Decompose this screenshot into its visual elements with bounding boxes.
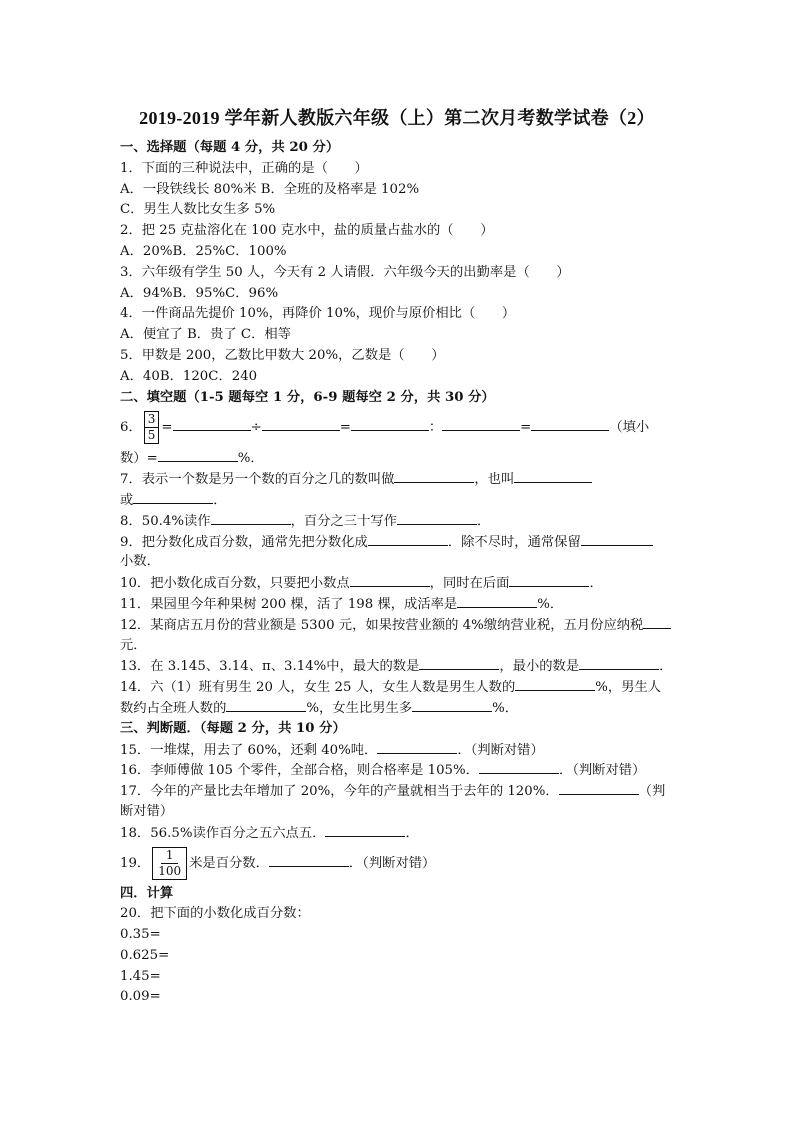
question-17-cont: 断对错） (120, 803, 174, 819)
question-1-option-c: C．男生人数比女生多 5% (120, 202, 276, 218)
answer-blank[interactable] (514, 469, 592, 483)
answer-blank[interactable] (559, 781, 639, 795)
question-3-options: A．94%B．95%C．96% (120, 285, 279, 301)
question-1: 1．下面的三种说法中，正确的是（ ） (120, 160, 368, 176)
question-7-cont: 或 ． (120, 490, 680, 511)
question-6-cont: 数）= %． (120, 448, 680, 469)
answer-blank[interactable] (173, 417, 251, 431)
question-4-options: A．便宜了 B．贵了 C．相等 (120, 327, 291, 343)
calc-item-2: 0.625= (120, 947, 170, 963)
section-judge-heading: 三、判断题．（每题 2 分，共 10 分） (120, 720, 346, 736)
calc-item-4: 0.09= (120, 989, 161, 1005)
question-6: 6． $\frac{3}{5}$ = ÷ = ： = （填小 (120, 412, 650, 443)
question-9: 9．把分数化成百分数，通常先把分数化成 ．除不尽时，通常保留 (120, 532, 680, 553)
answer-blank[interactable] (351, 417, 429, 431)
answer-blank[interactable] (211, 511, 291, 525)
question-5: 5．甲数是 200，乙数比甲数大 20%，乙数是（ ） (120, 347, 445, 363)
question-4: 4．一件商品先提价 10%，再降价 10%，现价与原价相比（ ） (120, 306, 516, 322)
answer-blank[interactable] (269, 853, 349, 867)
fraction-one-hundredth: $\frac{1}{100}$ (152, 847, 187, 880)
answer-blank[interactable] (479, 760, 559, 774)
answer-blank[interactable] (442, 417, 520, 431)
answer-blank[interactable] (457, 594, 537, 608)
answer-blank[interactable] (350, 573, 430, 587)
question-2: 2．把 25 克盐溶化在 100 克水中，盐的质量占盐水的（ ） (120, 223, 494, 239)
question-14: 14．六（1）班有男生 20 人，女生 25 人，女生人数是男生人数的 %，男生人 (120, 677, 680, 698)
question-9-cont: 小数． (120, 554, 160, 570)
question-2-options: A．20%B．25%C．100% (120, 243, 287, 259)
question-13: 13．在 3.145、3.14、π、3.14%中，最大的数是 ，最小的数是 ． (120, 656, 680, 677)
answer-blank[interactable] (394, 469, 474, 483)
exam-title: 2019-2019 学年新人教版六年级（上）第二次月考数学试卷（2） (139, 108, 655, 128)
answer-blank[interactable] (509, 573, 589, 587)
question-11: 11．果园里今年种果树 200 棵，活了 198 棵，成活率是 %． (120, 594, 680, 615)
answer-blank[interactable] (262, 417, 340, 431)
answer-blank[interactable] (531, 417, 609, 431)
section-choice-heading: 一、选择题（每题 4 分，共 20 分） (120, 140, 340, 155)
question-10: 10．把小数化成百分数，只要把小数点 ，同时在后面 ． (120, 573, 680, 594)
question-20: 20．把下面的小数化成百分数： (120, 906, 310, 922)
question-8: 8．50.4%读作 ，百分之三十写作 ． (120, 511, 680, 532)
section-calc-heading: 四．计算 (120, 885, 174, 901)
answer-blank[interactable] (579, 656, 659, 670)
question-19: 19． $\frac{1}{100}$ 米是百分数． ．（判断对错） (120, 847, 436, 878)
question-14-cont: 数约占全班人数的 %，女生比男生多 %． (120, 698, 680, 719)
question-3: 3．六年级有学生 50 人，今天有 2 人请假．六年级今天的出勤率是（ ） (120, 264, 570, 280)
answer-blank[interactable] (133, 490, 213, 504)
answer-blank[interactable] (377, 740, 457, 754)
answer-blank[interactable] (515, 677, 595, 691)
question-12: 12．某商店五月份的营业额是 5300 元，如果按营业额的 4%缴纳营业税，五月份应纳税 (120, 615, 680, 636)
question-16: 16．李师傅做 105 个零件，全部合格，则合格率是 105%． ．（判断对错） (120, 760, 680, 781)
calc-item-1: 0.35= (120, 927, 161, 943)
fraction-three-fifths: $\frac{3}{5}$ (144, 411, 160, 444)
answer-blank[interactable] (419, 656, 499, 670)
answer-blank[interactable] (226, 698, 306, 712)
question-1-options-a-b: A．一段铁线长 80%米 B．全班的及格率是 102% (120, 181, 420, 197)
answer-blank[interactable] (581, 532, 653, 546)
exam-body (120, 138, 680, 1008)
answer-blank[interactable] (397, 511, 477, 525)
section-fill-heading: 二、填空题（1-5 题每空 1 分，6-9 题每空 2 分，共 30 分） (120, 389, 495, 405)
question-18: 18．56.5%读作百分之五六点五． ． (120, 823, 680, 844)
question-15: 15．一堆煤，用去了 60%，还剩 40%吨． ．（判断对错） (120, 740, 680, 761)
calc-item-3: 1.45= (120, 968, 161, 984)
answer-blank[interactable] (412, 698, 492, 712)
answer-blank[interactable] (643, 615, 671, 629)
answer-blank[interactable] (368, 532, 448, 546)
question-12-cont: 元． (120, 637, 147, 653)
answer-blank[interactable] (158, 448, 238, 462)
question-7: 7．表示一个数是另一个数的百分之几的数叫做 ，也叫 (120, 469, 680, 490)
question-5-options: A．40B．120C．240 (120, 368, 258, 384)
answer-blank[interactable] (325, 823, 405, 837)
question-17: 17．今年的产量比去年增加了 20%，今年的产量就相当于去年的 120%． （判 (120, 781, 680, 802)
